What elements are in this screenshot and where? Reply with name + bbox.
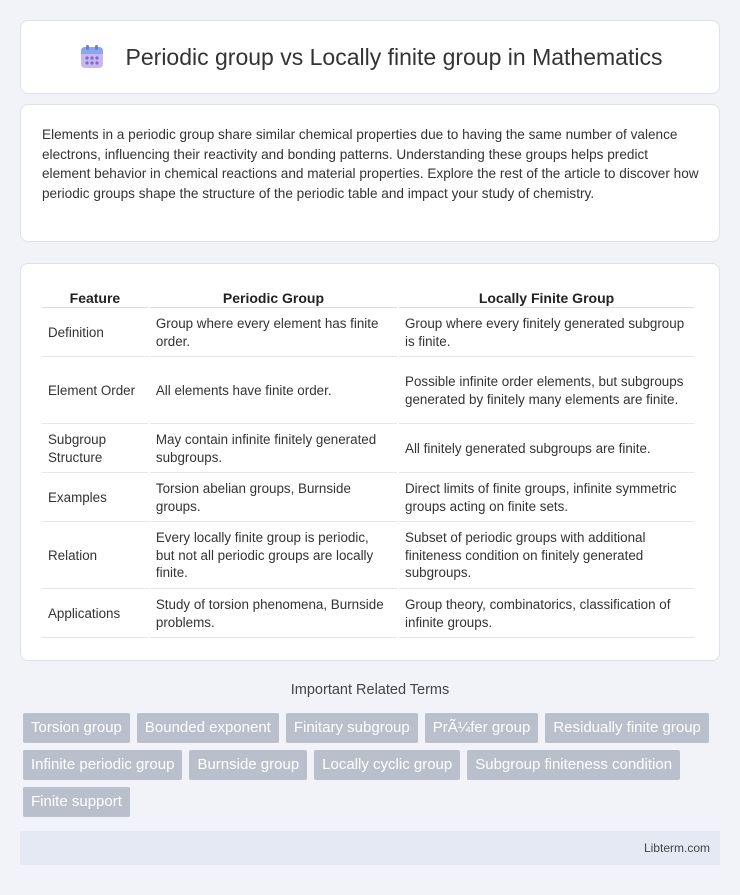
related-term-tag[interactable]: Infinite periodic group [23,750,182,780]
related-terms-list [23,713,723,824]
periodic-cell: Every locally finite group is periodic, but not all periodic groups are locally finite. [150,522,397,589]
locally-finite-cell: Group where every finitely generated subgroup is finite. [399,308,694,357]
table-row [42,308,694,357]
related-term-tag[interactable]: Subgroup finiteness condition [467,750,680,780]
column-header: Feature [42,284,148,308]
locally-finite-cell: Possible infinite order elements, but subgroups generated by finitely many elements are finite. [399,357,694,424]
table-row [42,589,694,638]
locally-finite-cell: Direct limits of finite groups, infinite symmetric groups acting on finite sets. [399,473,694,522]
related-term-tag[interactable]: Burnside group [189,750,307,780]
related-term-tag[interactable]: Bounded exponent [137,713,279,743]
locally-finite-cell: Group theory, combinatorics, classification of infinite groups. [399,589,694,638]
feature-cell: Applications [42,589,148,638]
page-title: Periodic group vs Locally finite group in Mathematics [125,43,663,70]
related-term-tag[interactable]: Torsion group [23,713,130,743]
column-header: Locally Finite Group [399,284,694,308]
title-card [20,20,720,94]
column-header: Periodic Group [150,284,397,308]
related-term-tag[interactable]: Locally cyclic group [314,750,460,780]
table-row [42,473,694,522]
locally-finite-cell: Subset of periodic groups with additional finiteness condition on finitely generated subgroups. [399,522,694,589]
table-row [42,357,694,424]
feature-cell: Element Order [42,357,148,424]
periodic-cell: Torsion abelian groups, Burnside groups. [150,473,397,522]
footer-brand-link[interactable]: Libterm.com [643,841,710,855]
related-terms-heading: Important Related Terms [290,682,450,698]
related-term-tag[interactable]: Finitary subgroup [286,713,418,743]
table-row [42,522,694,589]
related-term-tag[interactable]: Finite support [23,787,130,817]
periodic-cell: Group where every element has finite order. [150,308,397,357]
footer [20,831,720,865]
feature-cell: Definition [42,308,148,357]
table-row [42,424,694,473]
feature-cell: Examples [42,473,148,522]
related-term-tag[interactable]: PrÃ¼fer group [425,713,539,743]
periodic-cell: May contain infinite finitely generated subgroups. [150,424,397,473]
intro-card [20,104,720,242]
periodic-cell: All elements have finite order. [150,357,397,424]
locally-finite-cell: All finitely generated subgroups are finite. [399,424,694,473]
calendar-icon [78,43,106,71]
feature-cell: Subgroup Structure [42,424,148,473]
feature-cell: Relation [42,522,148,589]
comparison-table [40,284,696,638]
comparison-card [20,263,720,661]
periodic-cell: Study of torsion phenomena, Burnside problems. [150,589,397,638]
related-term-tag[interactable]: Residually finite group [545,713,709,743]
intro-paragraph: Elements in a periodic group share similar chemical properties due to having the same number of valence electrons, influencing their reactivity and bonding patterns. Understanding these groups helps predict element behavior in chemical reactions and material properties. Explore the rest of the article to discover how periodic groups shape the structure of the periodic table and impact your study of chemistry. [42,127,699,201]
table-header-row [42,284,694,308]
